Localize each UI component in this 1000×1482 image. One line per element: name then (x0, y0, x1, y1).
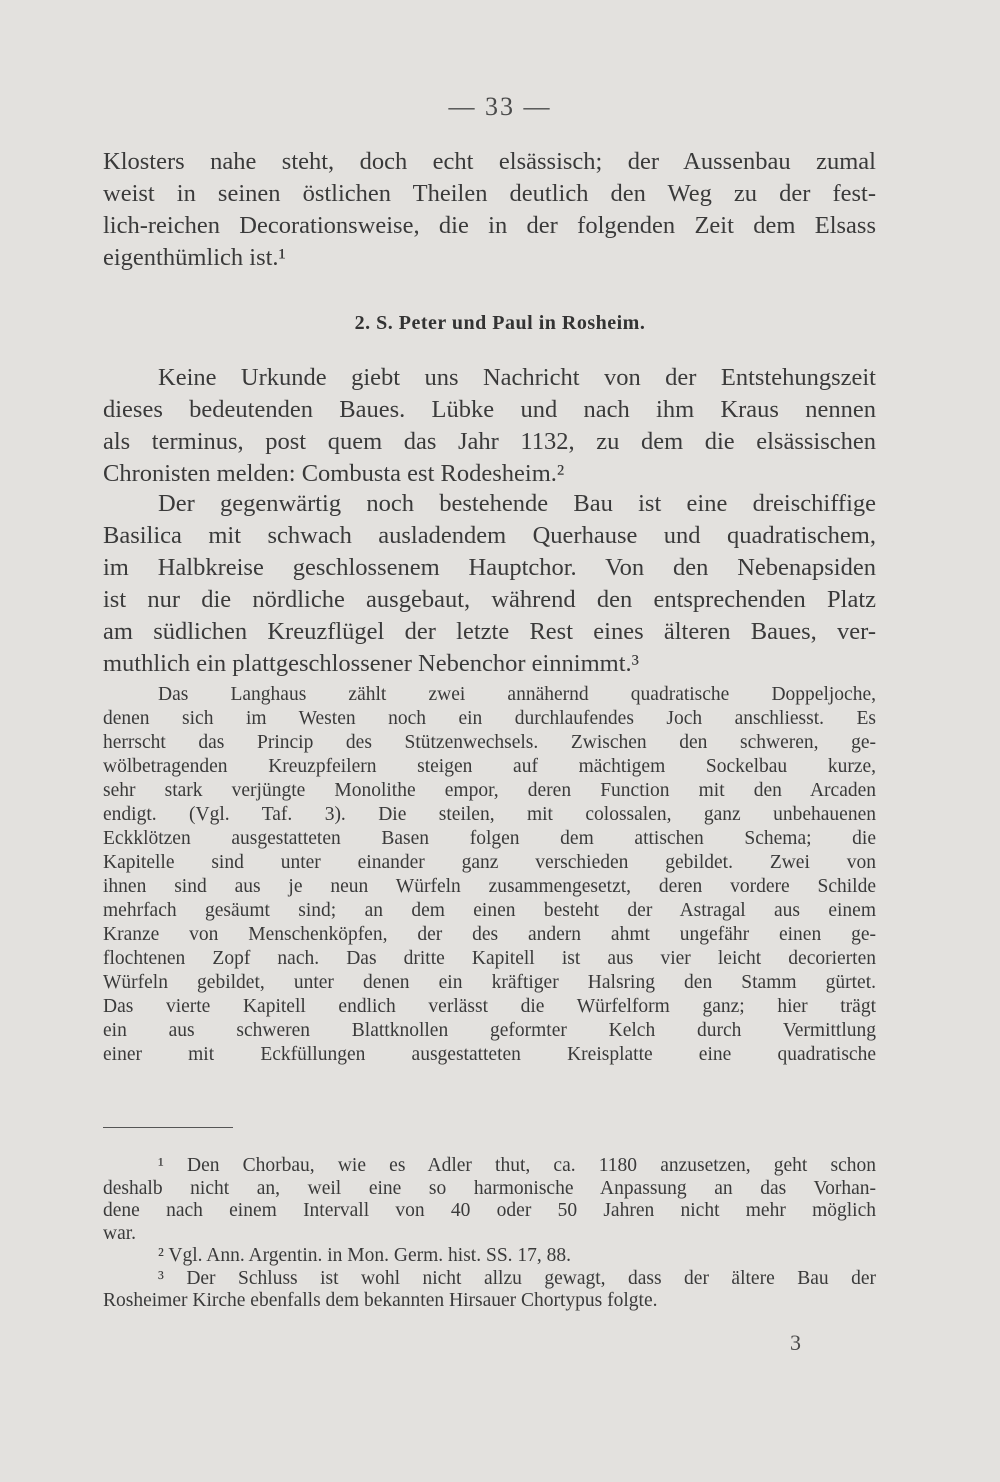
text-line: als terminus, post quem das Jahr 1132, zu dem die elsässischen (103, 428, 876, 455)
text-line: endigt. (Vgl. Taf. 3). Die steilen, mit colossalen, ganz unbehauenen (103, 804, 876, 825)
paragraph-1 (103, 362, 876, 490)
text-line: ihnen sind aus je neun Würfeln zusammengesetzt, deren vordere Schilde (103, 876, 876, 897)
text-line: Eckklötzen ausgestatteten Basen folgen dem attischen Schema; die (103, 828, 876, 849)
text-line: Chronisten melden: Combusta est Rodesheim.² (103, 460, 565, 487)
text-line: eigenthümlich ist.¹ (103, 244, 286, 271)
text-line: lich-reichen Decorationsweise, die in der folgenden Zeit dem Elsass (103, 212, 876, 239)
text-line: am südlichen Kreuzflügel der letzte Rest eines älteren Baues, ver- (103, 618, 876, 645)
footnote-divider (103, 1127, 233, 1128)
text-line: ein aus schweren Blattknollen geformter Kelch durch Vermittlung (103, 1020, 876, 1041)
footnote-3-line: Rosheimer Kirche ebenfalls dem bekannten Hirsauer Chortypus folgte. (103, 1290, 658, 1311)
text-line: denen sich im Westen noch ein durchlaufendes Joch anschliesst. Es (103, 708, 876, 729)
text-line: Klosters nahe steht, doch echt elsässisch; der Aussenbau zumal (103, 148, 876, 175)
footnote-2-line: ² Vgl. Ann. Argentin. in Mon. Germ. hist. SS. 17, 88. (158, 1245, 572, 1266)
signature-mark: 3 (790, 1330, 801, 1355)
text-line: Das Langhaus zählt zwei annähernd quadratische Doppeljoche, (158, 684, 876, 705)
footnote-1-line: deshalb nicht an, weil eine so harmonische Anpassung an das Vorhan- (103, 1177, 876, 1199)
text-line: Der gegenwärtig noch bestehende Bau ist eine dreischiffige (158, 490, 876, 517)
page-number: — 33 — (448, 92, 552, 121)
small-print-paragraph (103, 683, 876, 1067)
text-line: dieses bedeutenden Baues. Lübke und nach ihm Kraus nennen (103, 396, 876, 423)
text-line: wölbetragenden Kreuzpfeilern steigen auf mächtigem Sockelbau kurze, (103, 756, 876, 777)
text-line: flochtenen Zopf nach. Das dritte Kapitell ist aus vier leicht decorierten (103, 948, 876, 969)
intro-paragraph (103, 146, 876, 274)
text-line: sehr stark verjüngte Monolithe empor, deren Function mit den Arcaden (103, 780, 876, 801)
text-line: mehrfach gesäumt sind; an dem einen besteht der Astragal aus einem (103, 900, 876, 921)
footnote-1-line: ¹ Den Chorbau, wie es Adler thut, ca. 1180 anzusetzen, geht schon (158, 1155, 876, 1176)
text-line: herrscht das Princip des Stützenwechsels. Zwischen den schweren, ge- (103, 732, 876, 753)
text-line: Keine Urkunde giebt uns Nachricht von der Entstehungszeit (158, 364, 876, 391)
section-heading: 2. S. Peter und Paul in Rosheim. (354, 312, 646, 334)
text-line: im Halbkreise geschlossenem Hauptchor. Von den Nebenapsiden (103, 554, 876, 581)
text-line: Kranze von Menschenköpfen, der des andern ahmt ungefähr einen ge- (103, 924, 876, 945)
text-line: Kapitelle sind unter einander ganz verschieden gebildet. Zwei von (103, 852, 876, 873)
footnotes (103, 1155, 876, 1313)
text-line: Würfeln gebildet, unter denen ein kräftiger Halsring den Stamm gürtet. (103, 972, 876, 993)
text-line: muthlich ein plattgeschlossener Nebenchor einnimmt.³ (103, 650, 639, 677)
paragraph-2 (103, 488, 876, 680)
text-line: Das vierte Kapitell endlich verlässt die Würfelform ganz; hier trägt (103, 996, 876, 1017)
text-line: Basilica mit schwach ausladendem Querhause und quadratischem, (103, 522, 876, 549)
text-line: ist nur die nördliche ausgebaut, während den entsprechenden Platz (103, 586, 876, 613)
footnote-1-line: war. (103, 1222, 137, 1244)
text-line: weist in seinen östlichen Theilen deutlich den Weg zu der fest- (103, 180, 876, 207)
text-line: einer mit Eckfüllungen ausgestatteten Kreisplatte eine quadratische (103, 1044, 876, 1065)
footnote-3-line: ³ Der Schluss ist wohl nicht allzu gewagt, dass der ältere Bau der (158, 1267, 876, 1289)
footnote-1-line: dene nach einem Intervall von 40 oder 50 Jahren nicht mehr möglich (103, 1200, 876, 1221)
